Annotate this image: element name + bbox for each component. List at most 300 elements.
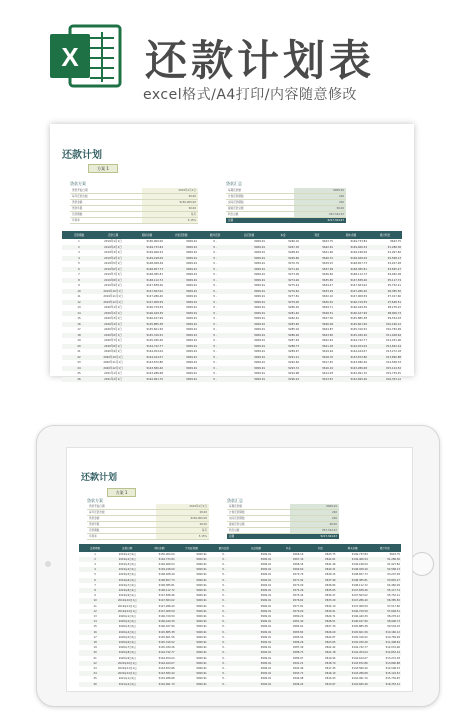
table-cell: ¥909.91	[254, 372, 265, 375]
loan-section-title: 贷款方案	[87, 498, 103, 503]
table-cell: ¥642.61	[300, 245, 334, 251]
table-cell: ¥144,742.77	[351, 646, 368, 650]
table-cell: ¥909.91	[164, 256, 198, 262]
table-cell: ¥10,784.99	[386, 328, 401, 331]
table-cell: 2019年6月1日	[96, 267, 130, 273]
table-cell: ¥909.91	[254, 361, 265, 364]
table-cell: ¥909.91	[240, 682, 272, 687]
table-cell: ¥292.46	[292, 666, 304, 670]
table-cell: ¥909.91	[176, 619, 208, 624]
column-header: 总还款额	[240, 544, 272, 552]
table-cell: ¥909.91	[260, 635, 272, 639]
table-cell: ¥641.46	[325, 562, 336, 566]
column-header: 还款期数	[62, 231, 96, 239]
table-cell: ¥909.91	[232, 377, 266, 383]
table-cell: ¥266.16	[288, 240, 299, 243]
table-cell: ¥145,601.56	[334, 322, 368, 328]
table-cell: ¥142,991.70	[350, 372, 367, 375]
table-cell: 2020年8月1日	[111, 650, 143, 655]
table-cell: ¥634.47	[325, 594, 336, 598]
table-header	[79, 544, 401, 552]
table-cell: ¥643.75	[390, 240, 401, 243]
table-cell: ¥149,198.09	[350, 251, 367, 254]
table-cell: ¥15,739.45	[386, 372, 401, 375]
table-cell: ¥909.91	[176, 578, 208, 583]
table-cell: ¥145,030.26	[158, 646, 175, 650]
table-cell: ¥909.91	[240, 557, 272, 562]
table-cell: 17	[93, 635, 97, 639]
table-cell: ¥267.30	[266, 245, 300, 251]
table-cell: 2020年12月1日	[111, 671, 143, 676]
table-cell: ¥288.73	[266, 344, 300, 350]
list-item: 还款期数 每月	[89, 529, 207, 532]
table-cell: ¥ -	[222, 614, 226, 618]
table-cell: ¥145,030.26	[146, 339, 163, 342]
table-cell: ¥149,466.54	[337, 557, 369, 562]
table-cell: ¥909.91	[164, 344, 198, 350]
table-cell: 3	[78, 251, 80, 254]
column-header: 总还款额	[232, 231, 266, 239]
table-cell: ¥143,286.68	[334, 366, 368, 372]
table-cell: ¥909.91	[254, 317, 265, 320]
table-cell: ¥148,112.72	[351, 583, 368, 587]
table-cell: ¥909.91	[186, 372, 197, 375]
table-cell: 2019年6月1日	[111, 578, 143, 583]
table-cell: ¥144,454.04	[334, 344, 368, 350]
table-cell: ¥909.91	[260, 625, 272, 629]
table-cell: ¥909.91	[232, 245, 266, 251]
table-cell: ¥909.91	[240, 650, 272, 655]
table-cell: 1	[94, 552, 96, 556]
table-cell: 14	[62, 311, 96, 317]
table-cell: ¥4,482.09	[387, 273, 401, 276]
table-cell: ¥909.91	[176, 630, 208, 635]
table-cell: ¥145,316.52	[350, 328, 367, 331]
table-cell: 2020年5月1日	[104, 328, 122, 331]
list-item: 每期还款额 ¥909.91	[229, 505, 337, 508]
table-cell: ¥909.91	[186, 262, 197, 265]
table-cell: ¥ -	[208, 671, 240, 676]
column-header: 利息	[304, 544, 336, 552]
table-cell: 2019年10月1日	[111, 598, 143, 603]
table-cell: ¥296.24	[266, 377, 300, 383]
table-cell: ¥12,031.06	[385, 646, 400, 650]
table-cell: 2020年6月1日	[111, 640, 143, 645]
table-cell: ¥909.91	[232, 289, 266, 295]
table-cell: 2020年6月1日	[96, 333, 130, 339]
list-item: 贷款开始日期 2019年1月1日	[72, 189, 196, 192]
table-cell: ¥3,207.28	[387, 262, 401, 265]
table-cell: ¥ -	[208, 578, 240, 583]
table-cell: ¥909.91	[176, 567, 208, 572]
table-cell: 10	[79, 598, 111, 603]
table-cell: ¥909.91	[240, 598, 272, 603]
table-cell: 15	[77, 317, 81, 320]
table-cell: ¥909.91	[176, 557, 208, 562]
table-cell: ¥273.09	[292, 583, 304, 587]
table-cell: ¥909.91	[176, 640, 208, 645]
table-cell: ¥ -	[213, 262, 217, 265]
table-cell: ¥148,112.72	[130, 278, 164, 284]
table-cell: ¥144,164.07	[350, 350, 367, 353]
table-cell: ¥909.91	[254, 306, 265, 309]
table-cell: ¥143,872.86	[334, 355, 368, 361]
column-header: 还款期数	[79, 544, 111, 552]
table-row	[79, 682, 401, 687]
table-cell: ¥909.91	[232, 267, 266, 273]
table-cell: ¥15,124.52	[368, 366, 402, 372]
table-cell: 20	[62, 344, 96, 350]
table-cell: ¥271.92	[272, 578, 304, 583]
table-cell: ¥7,648.51	[368, 300, 402, 306]
table-cell: ¥146,167.99	[334, 311, 368, 317]
table-cell: 2020年7月1日	[104, 339, 122, 342]
column-header: 期初余额	[143, 544, 175, 552]
table-cell: ¥147,563.02	[143, 598, 175, 603]
summary-section	[227, 504, 339, 539]
table-cell: ¥909.91	[260, 646, 272, 650]
table-cell: 7	[94, 583, 96, 587]
table-cell: ¥12,652.24	[368, 344, 402, 350]
table-cell: 16	[62, 322, 96, 328]
table-cell: ¥624.87	[325, 635, 336, 639]
table-cell: 2019年11月1日	[103, 295, 123, 298]
table-cell: ¥144,454.04	[146, 350, 163, 353]
table-cell: ¥289.97	[288, 350, 299, 353]
table-cell: ¥909.91	[260, 677, 272, 681]
list-item: 每年还款次数 ¥0.00	[89, 511, 207, 514]
table-cell: 8	[62, 278, 96, 284]
table-cell: 2019年3月1日	[104, 251, 122, 254]
table-cell: ¥ -	[222, 646, 226, 650]
table-cell: 2020年1月1日	[104, 306, 122, 309]
table-cell: ¥13,272.18	[385, 656, 400, 660]
table-cell: ¥909.91	[176, 661, 208, 666]
table-cell: ¥630.91	[300, 300, 334, 306]
table-cell: ¥276.62	[272, 598, 304, 603]
table-cell: 18	[62, 333, 96, 339]
table-cell: ¥148,657.73	[143, 578, 175, 583]
table-cell: ¥3,207.28	[387, 573, 400, 577]
table-cell: 25	[93, 677, 97, 681]
table-cell: ¥143,286.68	[158, 677, 175, 681]
table-cell: ¥5,117.74	[368, 278, 402, 284]
table-cell: 23	[77, 361, 81, 364]
table-cell: ¥639.15	[325, 573, 336, 577]
table-cell: ¥909.91	[232, 278, 266, 284]
table-cell: ¥6,385.50	[368, 289, 402, 295]
table-cell: ¥ -	[198, 344, 232, 350]
table-cell: ¥147,838.46	[334, 278, 368, 284]
table-cell: 6	[62, 267, 96, 273]
table-cell: ¥148,385.81	[334, 267, 368, 273]
list-item: 每年还款次数 ¥0.00	[72, 195, 196, 198]
table-cell: ¥1,286.36	[369, 557, 401, 562]
tablet-sheet-preview	[66, 447, 413, 692]
table-cell: ¥287.49	[288, 339, 299, 342]
column-header: 额外还款	[198, 231, 232, 239]
table-cell: ¥636.82	[322, 273, 333, 276]
table-cell: ¥144,454.04	[337, 650, 369, 655]
table-cell: ¥286.26	[272, 640, 304, 645]
table-cell: ¥145,316.52	[351, 635, 368, 639]
table-cell: ¥909.91	[254, 240, 265, 243]
table-cell: ¥149,466.54	[334, 245, 368, 251]
table-cell: ¥622.42	[325, 646, 336, 650]
table-cell: ¥909.91	[240, 567, 272, 572]
table-cell: 2020年7月1日	[118, 646, 136, 650]
list-item: 贷款金额 ¥150,000.00	[72, 201, 196, 204]
table-cell: ¥143,580.40	[130, 366, 164, 372]
list-item: 贷款金额 ¥150,000.00	[89, 517, 207, 520]
table-cell: 2020年3月1日	[104, 317, 122, 320]
table-cell: ¥277.81	[292, 604, 304, 608]
table-cell: ¥909.91	[260, 614, 272, 618]
table-cell: ¥909.91	[254, 339, 265, 342]
table-cell: ¥147,563.02	[130, 289, 164, 295]
table-cell: ¥142,991.70	[351, 677, 368, 681]
table-cell: ¥909.91	[254, 284, 265, 287]
table-cell: 4	[79, 567, 111, 572]
table-cell: ¥144,164.07	[130, 355, 164, 361]
table-cell: ¥146,167.99	[158, 625, 175, 629]
table-cell: ¥909.91	[232, 333, 266, 339]
table-cell: ¥150,000.00	[146, 240, 163, 243]
table-cell: ¥ -	[213, 306, 217, 309]
table-cell: ¥909.91	[260, 552, 272, 556]
table-cell: ¥633.29	[300, 289, 334, 295]
table-cell: ¥629.71	[322, 306, 333, 309]
table-cell: ¥149,466.54	[158, 562, 175, 566]
table-cell: ¥909.91	[254, 328, 265, 331]
table-cell: ¥636.82	[325, 583, 336, 587]
list-item: 提前还款总额 ¥0.00	[228, 207, 344, 210]
plan-selector[interactable]: 方案 1	[88, 164, 118, 173]
table-cell: ¥622.42	[322, 339, 333, 342]
table-cell: ¥1,927.82	[387, 251, 401, 254]
table-cell: ¥148,657.73	[350, 262, 367, 265]
table-cell: 3	[94, 562, 96, 566]
table-cell: ¥909.91	[196, 594, 207, 598]
table-cell: ¥294.98	[292, 677, 304, 681]
table-cell: ¥285.04	[288, 328, 299, 331]
table-cell: ¥909.91	[240, 619, 272, 624]
table-cell: ¥627.30	[322, 317, 333, 320]
table-cell: 20	[79, 650, 111, 655]
table-cell: ¥ -	[222, 573, 226, 577]
table-cell: ¥909.91	[186, 240, 197, 243]
table-cell: ¥13,272.18	[386, 350, 401, 353]
table-cell: 9	[78, 284, 80, 287]
table-cell: ¥145,316.52	[130, 333, 164, 339]
table-cell: ¥ -	[198, 366, 232, 372]
column-header: 还款日期	[96, 231, 130, 239]
table-cell: ¥ -	[198, 289, 232, 295]
table-cell: ¥909.91	[164, 278, 198, 284]
table-cell: 1	[78, 240, 80, 243]
table-cell: ¥271.92	[266, 267, 300, 273]
table-cell: 2019年5月1日	[104, 262, 122, 265]
table-cell: ¥145,601.56	[158, 635, 175, 639]
table-cell: ¥613.67	[300, 377, 334, 383]
table-cell: ¥909.91	[196, 573, 207, 577]
table-cell: ¥4,482.09	[387, 583, 400, 587]
table-cell: ¥270.76	[288, 262, 299, 265]
table-cell: ¥12,652.24	[369, 650, 401, 655]
table-cell: ¥909.91	[176, 609, 208, 614]
summary-section-title: 贷款汇总	[227, 498, 243, 503]
table-cell: ¥8,278.22	[387, 614, 400, 618]
list-item: 每期还款额 ¥909.91	[228, 189, 344, 192]
table-cell: ¥149,733.84	[130, 245, 164, 251]
table-cell: ¥635.65	[304, 588, 336, 593]
list-item: 实际还款期数 240	[228, 201, 344, 204]
table-cell: ¥1,927.82	[387, 562, 400, 566]
table-cell: ¥909.91	[176, 671, 208, 676]
table-cell: ¥149,198.09	[351, 562, 368, 566]
table-cell: ¥5,752.21	[387, 284, 401, 287]
table-cell: ¥3,845.27	[369, 578, 401, 583]
table-cell: ¥142,695.46	[334, 377, 368, 383]
table-cell: ¥909.91	[164, 300, 198, 306]
hero-subtitle: excel格式/A4打印/内容随意修改	[143, 87, 358, 103]
column-header: 额外还款	[208, 544, 240, 552]
table-cell: ¥144,164.07	[351, 656, 368, 660]
table-cell: ¥909.91	[196, 625, 207, 629]
table-cell: ¥909.91	[196, 583, 207, 587]
table-cell: ¥270.76	[292, 573, 304, 577]
table-cell: 2019年1月1日	[118, 552, 136, 556]
table-cell: ¥145,885.38	[143, 630, 175, 635]
table-cell: ¥637.99	[304, 578, 336, 583]
table-cell: ¥10,160.12	[368, 322, 402, 328]
sheet-preview	[50, 124, 414, 381]
table-cell: 11	[93, 604, 97, 608]
table-cell: ¥ -	[213, 328, 217, 331]
table-cell: ¥5,117.74	[369, 588, 401, 593]
table-cell: ¥277.81	[288, 295, 299, 298]
table-cell: ¥147,008.59	[130, 300, 164, 306]
table-cell: ¥147,838.46	[158, 594, 175, 598]
table-cell: ¥ -	[208, 619, 240, 624]
table-cell: ¥146,449.39	[351, 614, 368, 618]
table-cell: ¥ -	[208, 557, 240, 562]
table-cell: ¥145,885.38	[351, 625, 368, 629]
table-cell: ¥643.75	[389, 552, 400, 556]
table-cell: ¥909.91	[196, 656, 207, 660]
table-cell: ¥909.91	[186, 339, 197, 342]
table-cell: 16	[79, 630, 111, 635]
table-cell: 21	[77, 350, 81, 353]
table-cell: 2020年4月1日	[96, 322, 130, 328]
table-cell: ¥145,601.56	[337, 630, 369, 635]
list-item: 贷款开始日期 2019年1月1日	[89, 505, 207, 508]
table-cell: ¥283.82	[272, 630, 304, 635]
table-cell: ¥142,991.70	[143, 682, 175, 687]
table-cell: ¥7,648.51	[369, 609, 401, 614]
table-cell: ¥296.24	[272, 682, 304, 687]
table-cell: 18	[79, 640, 111, 645]
list-item: 计划还款期数 240	[229, 511, 337, 514]
table-cell: ¥ -	[208, 650, 240, 655]
table-cell: ¥147,286.40	[334, 289, 368, 295]
table-cell: ¥641.46	[322, 251, 333, 254]
table-cell: ¥632.10	[322, 295, 333, 298]
table-cell: ¥909.91	[186, 350, 197, 353]
table-cell: 12	[79, 609, 111, 614]
list-item: 利息总额 ¥67,344.67	[229, 529, 337, 532]
table-cell: ¥633.29	[304, 598, 336, 603]
column-header: 累计利息	[368, 231, 402, 239]
table-cell: ¥624.87	[322, 328, 333, 331]
table-cell: ¥ -	[222, 666, 226, 670]
table-cell: ¥640.31	[304, 567, 336, 572]
sheet-title: 还款计划	[81, 473, 118, 483]
table-cell: ¥909.91	[232, 300, 266, 306]
table-cell: ¥ -	[222, 604, 226, 608]
table-cell: ¥909.91	[196, 646, 207, 650]
repayment-table	[62, 231, 402, 382]
column-header: 还款日期	[111, 544, 143, 552]
table-cell: 2019年3月1日	[118, 562, 136, 566]
home-button	[410, 552, 434, 576]
table-cell: ¥146,449.39	[350, 306, 367, 309]
table-cell: ¥640.31	[300, 256, 334, 262]
table-cell: ¥ -	[198, 278, 232, 284]
table-cell: ¥145,316.52	[143, 640, 175, 645]
table-cell: 2019年4月1日	[96, 256, 130, 262]
table-cell: 2020年8月1日	[96, 344, 130, 350]
table-cell: 2020年5月1日	[118, 635, 136, 639]
table-cell: ¥286.26	[266, 333, 300, 339]
table-cell: ¥909.91	[164, 377, 198, 383]
table-cell: ¥909.91	[260, 656, 272, 660]
table-cell: 2020年10月1日	[111, 661, 143, 666]
table-cell: ¥142,695.46	[337, 682, 369, 687]
summary-section-title: 贷款汇总	[226, 181, 242, 186]
table-cell: ¥ -	[222, 677, 226, 681]
table-cell: ¥148,385.81	[158, 583, 175, 587]
table-cell: 10	[62, 289, 96, 295]
table-cell: 2019年8月1日	[96, 278, 130, 284]
table-cell: 2019年11月1日	[117, 604, 137, 608]
table-cell: ¥623.65	[300, 333, 334, 339]
table-cell: ¥ -	[222, 656, 226, 660]
table-cell: ¥279.00	[272, 609, 304, 614]
table-cell: 17	[77, 328, 81, 331]
table-cell: ¥146,449.39	[130, 311, 164, 317]
table-cell: ¥909.91	[196, 677, 207, 681]
table-cell: ¥909.91	[240, 578, 272, 583]
table-cell: 9	[94, 594, 96, 598]
table-cell: ¥9,534.03	[387, 317, 401, 320]
table-cell: ¥144,164.07	[143, 661, 175, 666]
table-cell: 2019年1月1日	[104, 240, 122, 243]
table-cell: 2020年12月1日	[96, 366, 130, 372]
plan-selector[interactable]: 方案 1	[107, 488, 136, 497]
table-cell: ¥143,580.40	[351, 666, 368, 670]
table-cell: ¥16,353.12	[369, 682, 401, 687]
table-cell: ¥148,112.72	[350, 273, 367, 276]
table-cell: ¥ -	[198, 333, 232, 339]
table-cell: ¥626.09	[300, 322, 334, 328]
table-cell: 14	[79, 619, 111, 624]
table-cell: ¥275.44	[292, 594, 304, 598]
table-cell: 2020年2月1日	[111, 619, 143, 624]
table-cell: ¥15,739.45	[385, 677, 400, 681]
table-cell: ¥145,030.26	[337, 640, 369, 645]
excel-icon	[50, 24, 122, 88]
